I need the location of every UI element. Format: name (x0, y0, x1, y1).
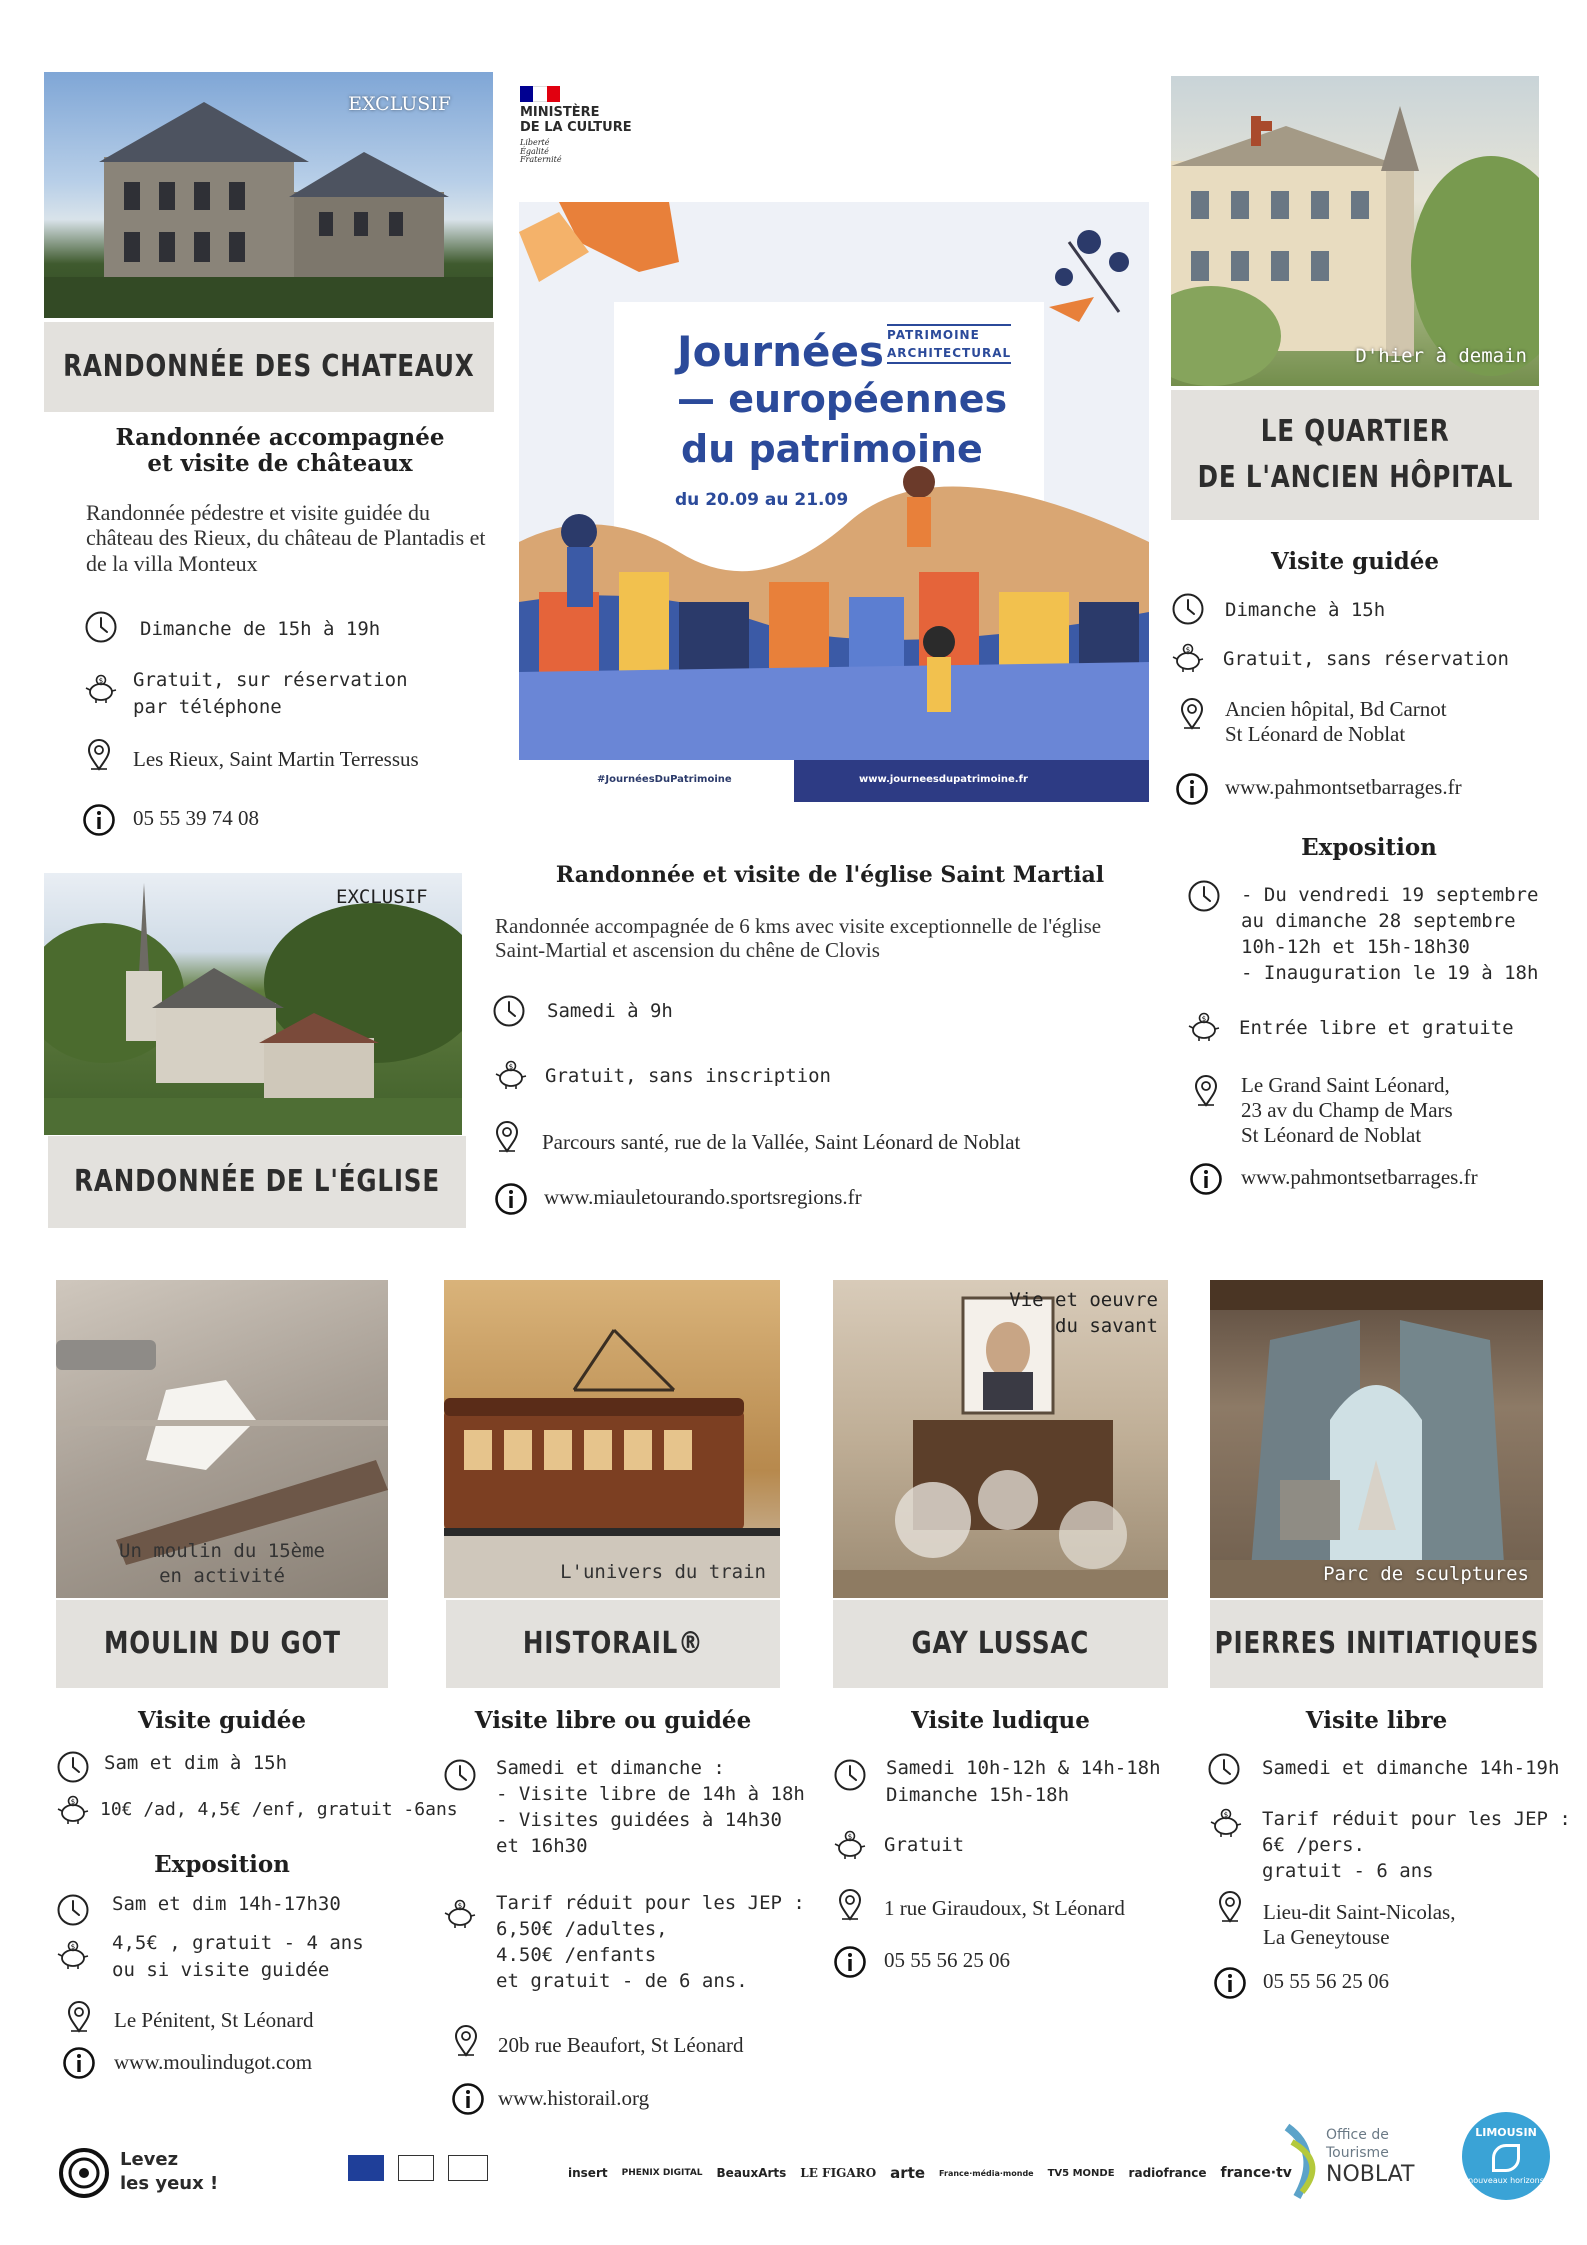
info-icon (833, 1945, 867, 1979)
chateau-photo-caption: EXCLUSIF (348, 93, 451, 115)
poster-url: www.journeesdupatrimoine.fr (859, 774, 1028, 785)
eglise-banner (48, 1136, 466, 1228)
chateaux-banner (44, 322, 494, 412)
moulin-photo-caption: Un moulin du 15ème en activité (119, 1539, 325, 1588)
location-pin-icon (62, 2000, 96, 2034)
ministry-motto1: Liberté (520, 137, 550, 147)
historail-time: Samedi et dimanche : - Visite libre de 14h à 18h - Visites guidées à 14h30 et 16h30 (496, 1757, 805, 1858)
piggy-bank-icon (1187, 1010, 1221, 1044)
moulin-banner-title: MOULIN DU GOT (103, 1625, 341, 1661)
eglise-photo-caption: EXCLUSIF (336, 886, 428, 908)
pierres-time: Samedi et dimanche 14h-19h (1262, 1757, 1560, 1779)
hopital-visit-time: Dimanche à 15h (1225, 599, 1386, 621)
historail-banner-title: HISTORAIL® (522, 1625, 704, 1661)
office-line1: Office de (1326, 2127, 1389, 2143)
gaylussac-price: Gratuit (884, 1834, 965, 1856)
chateaux-place: Les Rieux, Saint Martin Terressus (133, 747, 419, 771)
historail-photo-caption: L'univers du train (560, 1561, 766, 1584)
gaylussac-place: 1 rue Giraudoux, St Léonard (884, 1896, 1125, 1920)
ministry-motto3: Fraternité (520, 155, 562, 165)
partner-phenix: PHENIX DIGITAL (621, 2168, 703, 2178)
moulin-place: Le Pénitent, St Léonard (114, 2008, 314, 2032)
leaf-icon (1492, 2144, 1520, 2172)
eglise-price: Gratuit, sans inscription (545, 1065, 831, 1087)
levez-les-yeux-logo (58, 2145, 228, 2205)
location-pin-icon (833, 1888, 867, 1922)
info-icon (451, 2082, 485, 2116)
clock-icon (833, 1758, 867, 1792)
pierres-price: Tarif réduit pour les JEP : 6€ /pers. gratuit - 6 ans (1262, 1808, 1571, 1883)
chateaux-subtitle-line2: et visite de châteaux (147, 450, 413, 478)
clock-icon (56, 1893, 90, 1927)
office-tourisme-logo (1282, 2118, 1432, 2208)
eglise-photo (44, 873, 462, 1135)
historail-title: Visite libre ou guidée (474, 1707, 752, 1734)
piggy-bank-icon (1209, 1806, 1243, 1840)
moulin-banner (56, 1600, 388, 1688)
hopital-visit-website: www.pahmontsetbarrages.fr (1225, 775, 1462, 799)
levez-line2: les yeux ! (120, 2173, 219, 2194)
hopital-banner (1171, 390, 1539, 520)
historail-banner (446, 1600, 780, 1688)
caue-icon (448, 2155, 488, 2181)
historail-place: 20b rue Beaufort, St Léonard (498, 2033, 744, 2057)
hopital-banner-line1: LE QUARTIER (1260, 413, 1450, 449)
partner-logos (568, 2158, 1292, 2188)
partner-insert: insert (568, 2166, 608, 2180)
chateaux-subtitle-line1: Randonnée accompagnée (115, 424, 445, 451)
hopital-visit-title: Visite guidée (1270, 548, 1440, 575)
piggy-bank-icon (833, 1828, 867, 1862)
chateaux-banner-title: RANDONNÉE DES CHATEAUX (63, 348, 475, 384)
limousin-line2: nouveaux horizons (1468, 2176, 1544, 2185)
info-icon (82, 803, 116, 837)
moulin-visit-title: Visite guidée (137, 1707, 307, 1734)
piggy-bank-icon (56, 1793, 90, 1827)
location-pin-icon (490, 1120, 524, 1154)
gaylussac-photo-caption: Vie et oeuvre du savant (1009, 1289, 1158, 1337)
hopital-visit-price: Gratuit, sans réservation (1223, 648, 1509, 670)
clock-icon (84, 610, 118, 644)
clock-icon (492, 994, 526, 1028)
location-pin-icon (1189, 1074, 1223, 1108)
marianne-flag-icon (520, 86, 560, 102)
chateau-photo (44, 72, 493, 318)
partner-francetv: france·tv (1220, 2165, 1292, 2181)
office-line3: NOBLAT (1326, 2162, 1415, 2187)
hopital-visit-place: Ancien hôpital, Bd Carnot St Léonard de Noblat (1225, 697, 1447, 747)
location-pin-icon (82, 738, 116, 772)
piggy-bank-icon (84, 672, 118, 706)
poster-title-1: Journées (677, 327, 884, 376)
pierres-phone: 05 55 56 25 06 (1263, 1969, 1389, 1993)
partner-arte: arte (890, 2164, 926, 2182)
eglise-time: Samedi à 9h (547, 1000, 673, 1022)
jep-poster (519, 202, 1149, 802)
council-europe-icon (398, 2155, 434, 2181)
location-pin-icon (1175, 697, 1209, 731)
poster-title-2: — européennes (677, 377, 1008, 421)
ministry-line2: DE LA CULTURE (520, 119, 632, 135)
pierres-banner-title: PIERRES INITIATIQUES (1214, 1625, 1539, 1661)
info-icon (1175, 772, 1209, 806)
chateaux-price: Gratuit, sur réservation par téléphone (133, 669, 408, 718)
hopital-expo-time: - Du vendredi 19 septembre au dimanche 28 septembre 10h-12h et 15h-18h30 - Inauguration le 19 à 18h (1241, 884, 1539, 985)
eye-icon (58, 2147, 110, 2199)
poster-hashtag: #JournéesDuPatrimoine (597, 774, 732, 785)
moulin-expo-time: Sam et dim 14h-17h30 (112, 1893, 341, 1915)
ministry-line1: MINISTÈRE (520, 105, 600, 120)
eglise-place: Parcours santé, rue de la Vallée, Saint Léonard de Noblat (542, 1130, 1021, 1154)
partner-beauxarts: BeauxArts (716, 2166, 787, 2180)
limousin-line1: LIMOUSIN (1475, 2126, 1537, 2139)
info-icon (1189, 1162, 1223, 1196)
moulin-visit-price: 10€ /ad, 4,5€ /enf, gratuit -6ans (100, 1799, 458, 1820)
partner-fmm: France·média·monde (939, 2168, 1034, 2178)
eglise-description: Randonnée accompagnée de 6 kms avec visite exceptionnelle de l'église Saint-Martial et ascension du chêne de Clovis (495, 914, 1102, 963)
chateaux-description: Randonnée pédestre et visite guidée du château des Rieux, du château de Plantadis et de la villa Monteux (86, 500, 486, 576)
poster-kicker-line2: ARCHITECTURAL (887, 346, 1012, 360)
piggy-bank-icon (443, 1897, 477, 1931)
institution-logos (348, 2150, 548, 2186)
clock-icon (1207, 1752, 1241, 1786)
eu-flag-icon (348, 2155, 384, 2181)
poster-title-3: du patrimoine (681, 427, 983, 471)
piggy-bank-icon (494, 1058, 528, 1092)
hopital-expo-place: Le Grand Saint Léonard, 23 av du Champ de Mars St Léonard de Noblat (1241, 1073, 1453, 1148)
ministry-logo (520, 86, 660, 165)
poster-kicker-line1: PATRIMOINE (887, 328, 980, 342)
chateaux-subtitle (60, 425, 500, 478)
poster-kicker (887, 324, 1011, 364)
gaylussac-banner-title: GAY LUSSAC (911, 1625, 1090, 1661)
pierres-place: Lieu-dit Saint-Nicolas, La Geneytouse (1263, 1900, 1456, 1950)
historail-price: Tarif réduit pour les JEP : 6,50€ /adultes, 4.50€ /enfants et gratuit - de 6 ans. (496, 1892, 805, 1993)
pierres-title: Visite libre (1305, 1707, 1448, 1734)
clock-icon (1171, 592, 1205, 626)
piggy-bank-icon (1171, 641, 1205, 675)
ministry-motto2: Égalité (520, 146, 549, 156)
info-icon (62, 2046, 96, 2080)
info-icon (494, 1182, 528, 1216)
gaylussac-photo (833, 1280, 1168, 1598)
hopital-photo-caption: D'hier à demain (1355, 345, 1527, 368)
moulin-photo (56, 1280, 388, 1598)
eglise-banner-title: RANDONNÉE DE L'ÉGLISE (74, 1163, 440, 1199)
pierres-photo (1210, 1280, 1543, 1598)
info-icon (1213, 1966, 1247, 2000)
levez-line1: Levez (120, 2149, 179, 2170)
chateaux-phone: 05 55 39 74 08 (133, 806, 259, 830)
moulin-website: www.moulindugot.com (114, 2050, 313, 2074)
moulin-expo-title: Exposition (154, 1851, 290, 1878)
piggy-bank-icon (56, 1938, 90, 1972)
gaylussac-time: Samedi 10h-12h & 14h-18h Dimanche 15h-18h (886, 1757, 1161, 1806)
partner-figaro: LE FIGARO (800, 2166, 877, 2180)
gaylussac-banner (833, 1600, 1168, 1688)
eglise-subtitle: Randonnée et visite de l'église Saint Martial (555, 862, 1105, 888)
hopital-banner-line2: DE L'ANCIEN HÔPITAL (1197, 460, 1513, 495)
historail-website: www.historail.org (498, 2086, 650, 2110)
moulin-expo-price: 4,5€ , gratuit - 4 ans ou si visite guidée (112, 1932, 364, 1981)
poster-dates: du 20.09 au 21.09 (675, 490, 849, 510)
pierres-banner (1210, 1600, 1543, 1688)
eglise-website: www.miauletourando.sportsregions.fr (544, 1185, 862, 1209)
pierres-photo-caption: Parc de sculptures (1323, 1563, 1529, 1586)
gaylussac-title: Visite ludique (911, 1707, 1090, 1734)
clock-icon (56, 1750, 90, 1784)
hopital-expo-title: Exposition (1301, 834, 1437, 861)
historail-photo (444, 1280, 780, 1598)
location-pin-icon (449, 2024, 483, 2058)
hopital-expo-price: Entrée libre et gratuite (1239, 1017, 1514, 1039)
hopital-expo-website: www.pahmontsetbarrages.fr (1241, 1165, 1478, 1189)
partner-tv5: TV5 MONDE (1047, 2167, 1115, 2179)
gaylussac-phone: 05 55 56 25 06 (884, 1948, 1010, 1972)
clock-icon (443, 1758, 477, 1792)
moulin-visit-time: Sam et dim à 15h (104, 1752, 288, 1774)
hopital-photo (1171, 76, 1539, 386)
partner-radiofrance: radiofrance (1128, 2166, 1207, 2180)
limousin-logo (1462, 2112, 1550, 2200)
clock-icon (1187, 879, 1221, 913)
location-pin-icon (1213, 1890, 1247, 1924)
chateaux-time: Dimanche de 15h à 19h (140, 618, 381, 640)
office-line2: Tourisme (1326, 2145, 1389, 2161)
